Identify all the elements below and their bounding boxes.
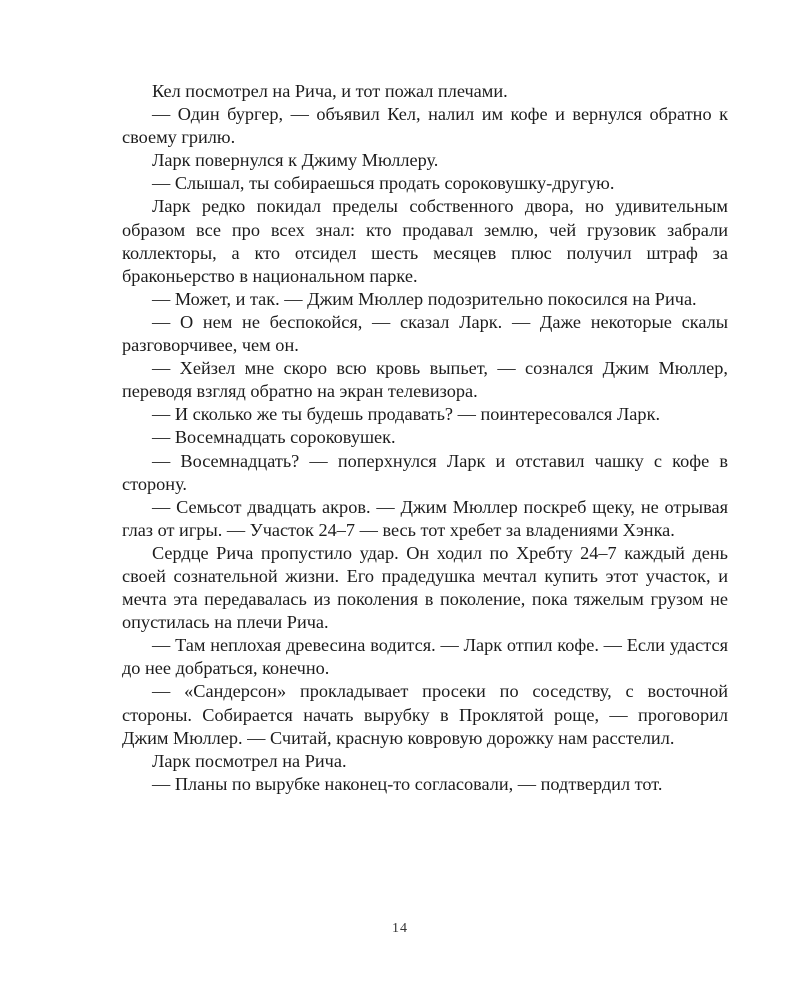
paragraph: — Восемнадцать сороковушек. bbox=[152, 427, 396, 448]
paragraph: — «Сандерсон» прокладывает просеки по соседству, с восточной стороны. Собирается начать вырубку в Проклятой роще, — проговорил Джим Мюллер. — Считай, красную ковровую дорожку нам расстелил. bbox=[122, 681, 728, 748]
paragraph: Ларк повернулся к Джиму Мюллеру. bbox=[152, 150, 439, 171]
paragraph: — Там неплохая древесина водится. — Ларк отпил кофе. — Если удастся до нее добраться, конечно. bbox=[122, 635, 728, 679]
paragraph: Ларк редко покидал пределы собственного двора, но удивительным образом все про всех знал: кто продавал землю, чей грузовик забрали коллекторы, а кто отсидел шесть месяцев плюс получил штраф за браконьерство в национальном парке. bbox=[122, 196, 728, 286]
paragraph: — Восемнадцать? — поперхнулся Ларк и отставил чашку с кофе в сторону. bbox=[122, 450, 728, 494]
paragraph: — Один бургер, — объявил Кел, налил им кофе и вернулся обратно к своему грилю. bbox=[122, 104, 728, 148]
paragraph: — Семьсот двадцать акров. — Джим Мюллер поскреб щеку, не отрывая глаз от игры. — Участок 24–7 — весь тот хребет за владениями Хэнка. bbox=[122, 496, 728, 540]
paragraph: — Может, и так. — Джим Мюллер подозрительно покосился на Рича. bbox=[152, 288, 697, 309]
page-body bbox=[122, 80, 728, 796]
paragraph: Сердце Рича пропустило удар. Он ходил по Хребту 24–7 каждый день своей сознательной жизни. Его прадедушка мечтал купить этот участок, и мечта эта передавалась из поколения в поколение, пока тяжелым грузом не опустилась на плечи Рича. bbox=[122, 542, 728, 633]
paragraph: Кел посмотрел на Рича, и тот пожал плечами. bbox=[152, 81, 508, 101]
paragraph: Ларк посмотрел на Рича. bbox=[152, 750, 347, 771]
page-number: 14 bbox=[392, 921, 408, 936]
paragraph: — Хейзел мне скоро всю кровь выпьет, — сознался Джим Мюллер, переводя взгляд обратно на экран телевизора. bbox=[122, 358, 728, 402]
paragraph: — Планы по вырубке наконец-то согласовали, — подтвердил тот. bbox=[152, 773, 663, 794]
paragraph: — О нем не беспокойся, — сказал Ларк. — Даже некоторые скалы разговорчивее, чем он. bbox=[122, 311, 728, 356]
paragraph: — И сколько же ты будешь продавать? — поинтересовался Ларк. bbox=[152, 404, 661, 425]
paragraph: — Слышал, ты собираешься продать сороковушку-другую. bbox=[152, 173, 615, 194]
